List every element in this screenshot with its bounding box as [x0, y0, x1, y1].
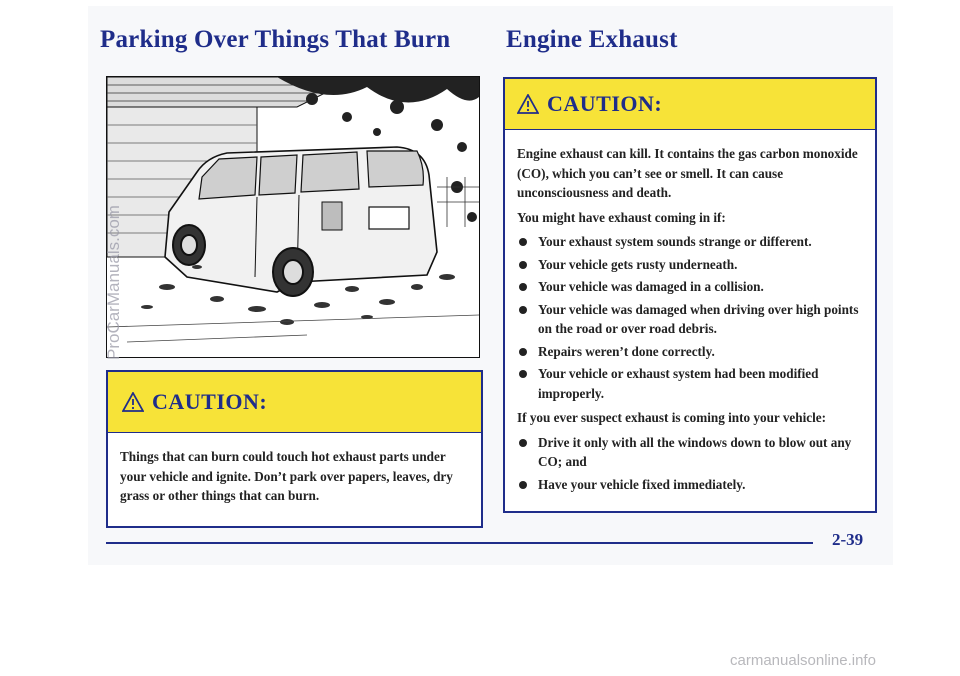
left-section-title: Parking Over Things That Burn: [100, 26, 451, 53]
van-illustration: [106, 76, 480, 358]
caution-header: [108, 372, 481, 433]
bullet-dot-icon: [519, 348, 527, 356]
caution-intro: Engine exhaust can kill. It contains the gas carbon monoxide (CO), which you can’t see or smell. It can cause unconsciousness and death.: [517, 146, 858, 200]
list-item: Drive it only with all the windows down to blow out any CO; and: [517, 433, 863, 472]
caution-body: [505, 130, 875, 494]
exhaust-signs-list: [517, 232, 863, 403]
caution-header: [505, 79, 875, 130]
caution-label: CAUTION:: [152, 389, 268, 414]
bullet-dot-icon: [519, 439, 527, 447]
caution-label: CAUTION:: [547, 91, 663, 116]
list-item: Your vehicle was damaged in a collision.: [517, 277, 863, 297]
list-item: Repairs weren’t done correctly.: [517, 342, 863, 362]
list1-heading: You might have exhaust coming in if:: [517, 209, 726, 225]
bottom-watermark[interactable]: carmanualsonline.info: [730, 652, 876, 669]
warning-triangle-icon: [517, 94, 539, 114]
right-section-title: Engine Exhaust: [506, 26, 678, 53]
bullet-dot-icon: [519, 306, 527, 314]
footer-rule: [106, 542, 813, 544]
side-watermark: ProCarManuals.com: [104, 205, 123, 360]
list-item: Your vehicle or exhaust system had been modified improperly.: [517, 364, 863, 403]
bullet-dot-icon: [519, 261, 527, 269]
left-caution-box: [106, 370, 483, 528]
right-caution-box: [503, 77, 877, 513]
warning-triangle-icon: [122, 392, 144, 412]
bullet-dot-icon: [519, 481, 527, 489]
list-item: Your vehicle was damaged when driving over high points on the road or over road debris.: [517, 300, 863, 339]
caution-text: Things that can burn could touch hot exhaust parts under your vehicle and ignite. Don’t park over papers, leaves, dry grass or other things that can burn.: [120, 449, 453, 503]
bullet-dot-icon: [519, 238, 527, 246]
list-item: Your vehicle gets rusty underneath.: [517, 255, 863, 275]
list-item: Have your vehicle fixed immediately.: [517, 475, 863, 495]
bullet-dot-icon: [519, 283, 527, 291]
list2-heading: If you ever suspect exhaust is coming into your vehicle:: [517, 410, 827, 425]
page-number: 2-39: [832, 530, 864, 549]
bullet-dot-icon: [519, 370, 527, 378]
list-item: Your exhaust system sounds strange or different.: [517, 232, 863, 252]
caution-body: [108, 433, 481, 506]
suspect-exhaust-list: [517, 433, 863, 495]
